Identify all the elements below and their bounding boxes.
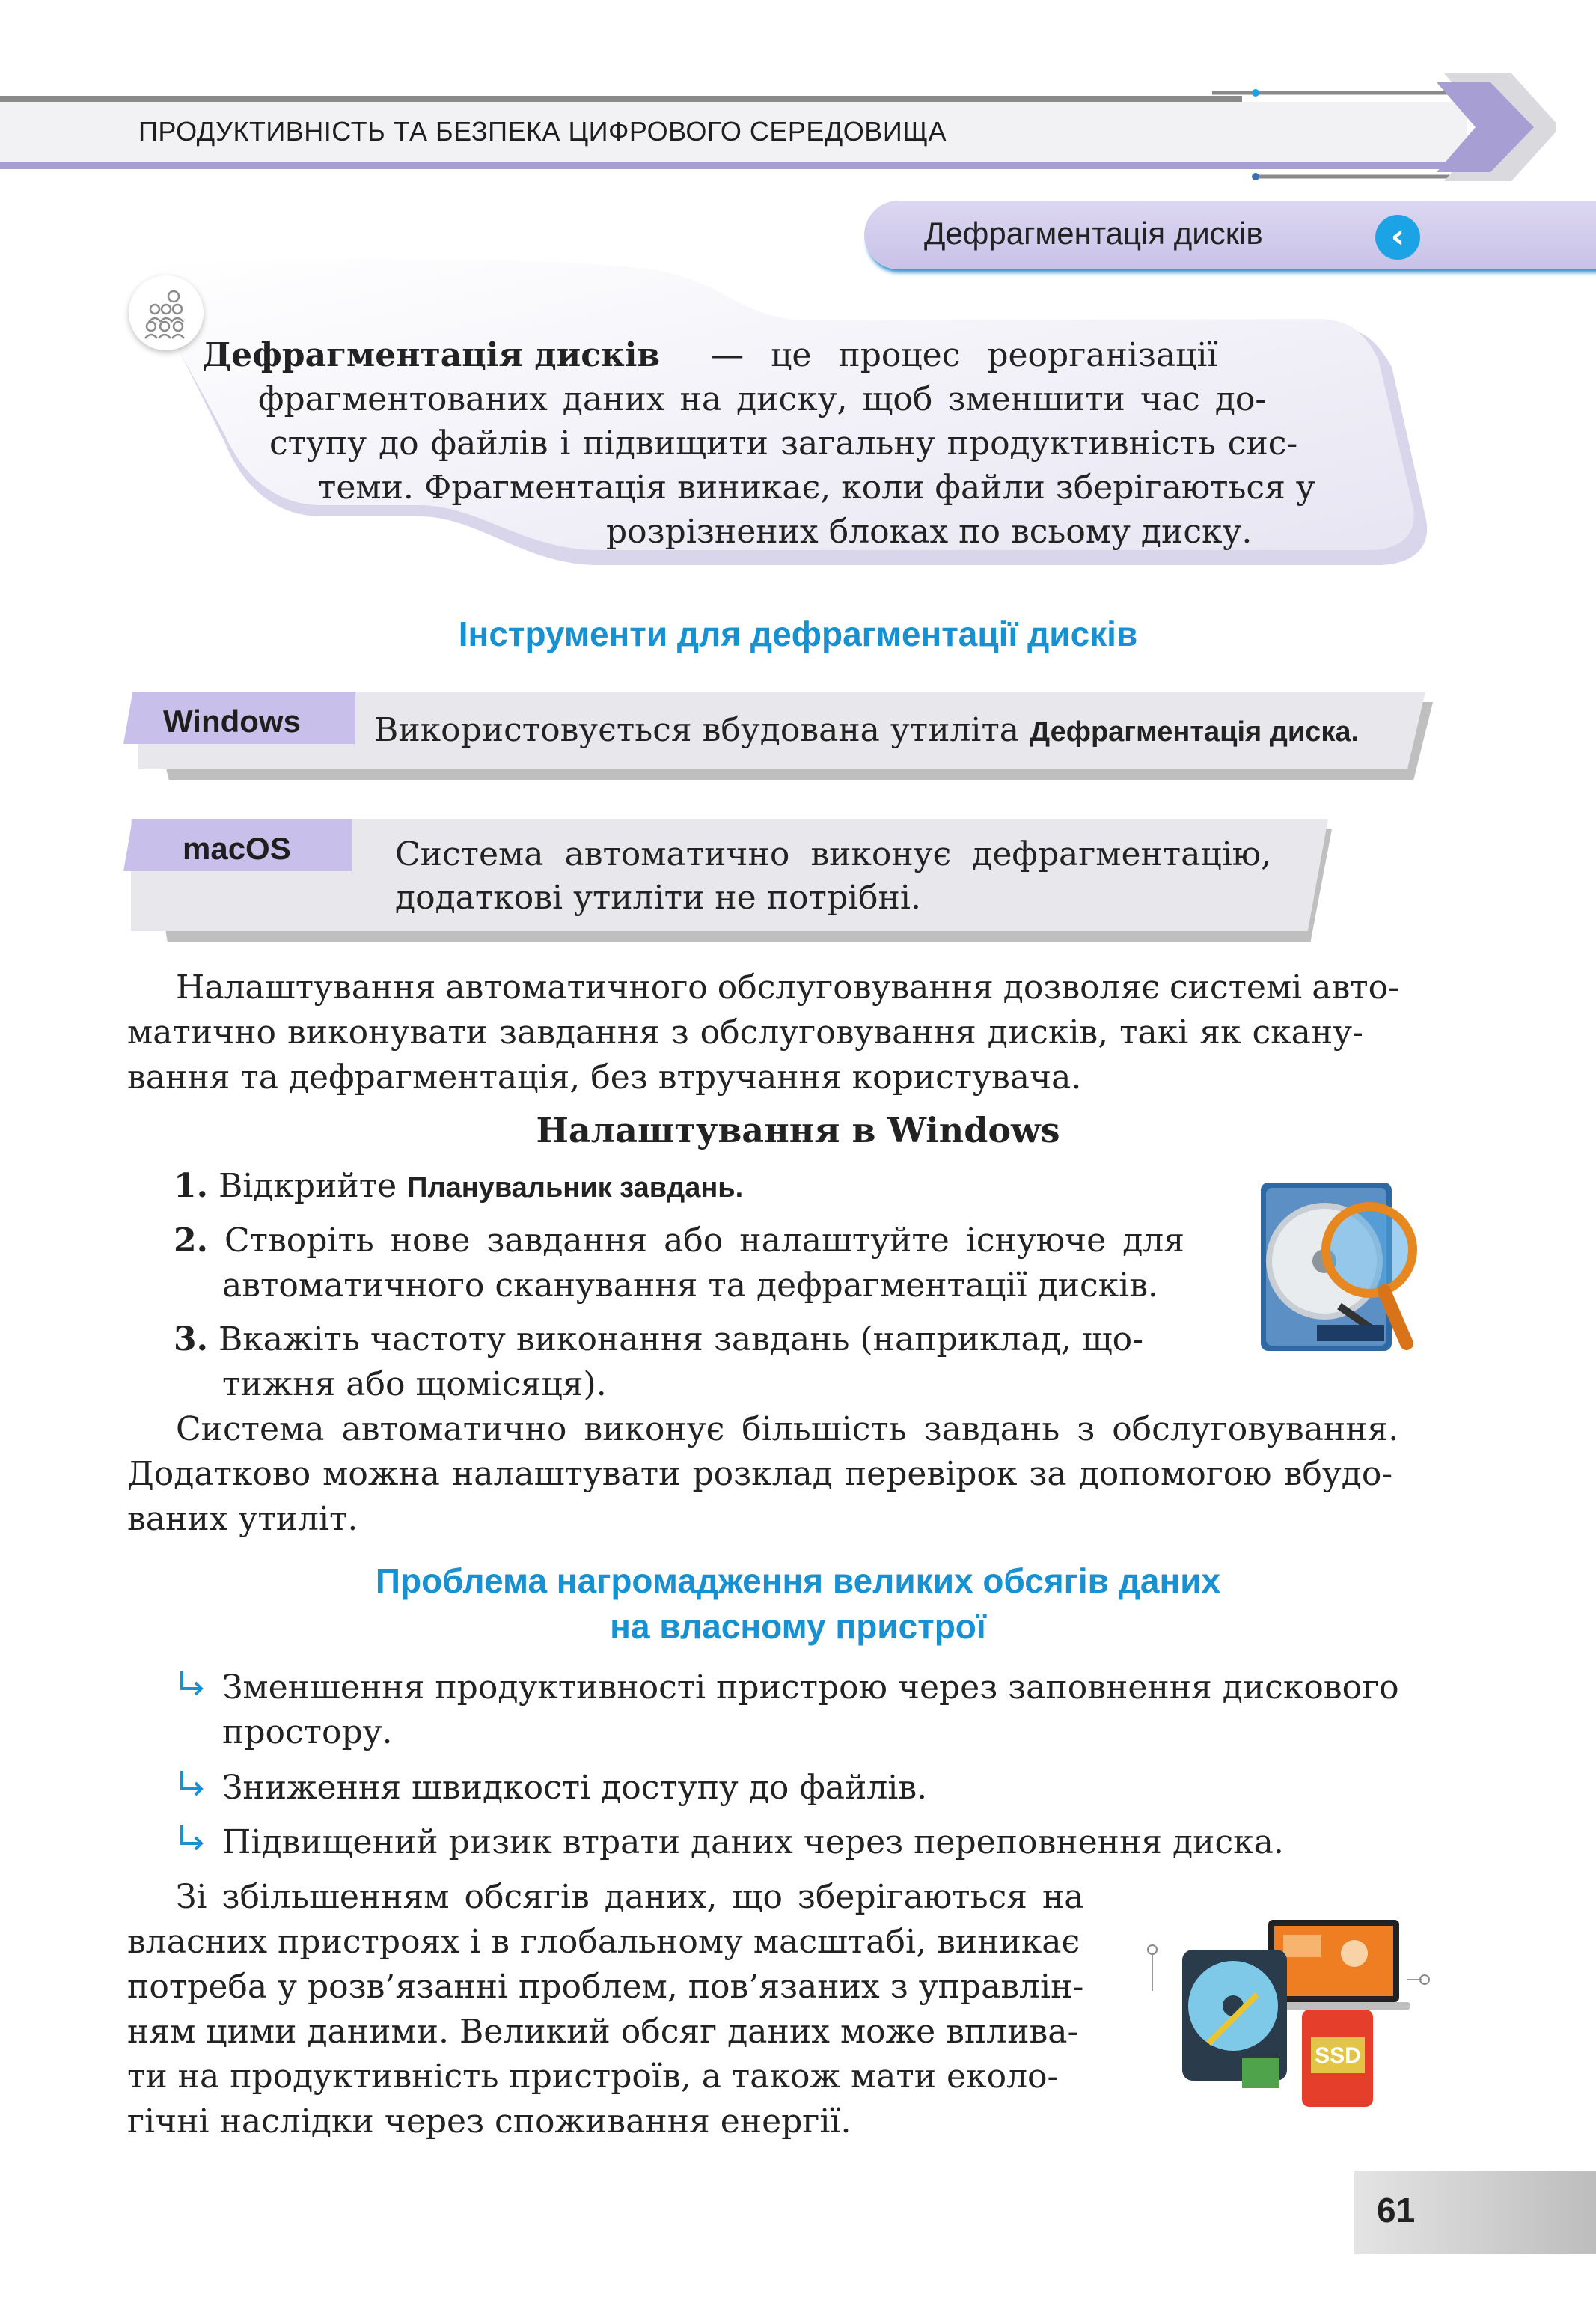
step-1-text: Відкрийте xyxy=(218,1167,397,1205)
storage-heading-line-1: Проблема нагромадження великих обсягів даних xyxy=(375,1561,1221,1600)
definition-line-3: ступу до файлів і підвищити загальну продуктивність сис- xyxy=(269,424,1298,463)
definition-line-1 xyxy=(202,333,1218,377)
bullet-arrow-icon xyxy=(176,1768,210,1802)
chevron-left-icon[interactable]: ‹ xyxy=(1375,215,1420,260)
para-line-2: власних пристроях і в глобальному масштабі, виникає xyxy=(127,1923,1080,1961)
bullet-arrow-icon xyxy=(176,1668,210,1702)
bullet-arrow-icon xyxy=(176,1823,210,1857)
para-line-1: Зі збільшенням обсягів даних, що зберігаються на xyxy=(176,1878,1084,1916)
bullet-3-line-1: Підвищений ризик втрати даних через переповнення диска. xyxy=(222,1823,1284,1861)
step-3 xyxy=(174,1317,1143,1362)
step-1-number: 1. xyxy=(174,1167,208,1205)
step-3-number: 3. xyxy=(174,1320,208,1358)
step-2-line-2: автоматичного сканування та дефрагментації дисків. xyxy=(222,1266,1158,1305)
definition-line-2: фрагментованих даних на диску, щоб зменшити час до- xyxy=(258,380,1267,418)
definition-line-5: розрізнених блоках по всьому диску. xyxy=(606,513,1253,551)
storage-devices-icon xyxy=(1137,1909,1437,2126)
after-line-1: Система автоматично виконує більшість завдань з обслуговування. xyxy=(176,1410,1399,1448)
definition-text: — це процес реорганізації xyxy=(711,336,1218,374)
windows-utility: Дефрагментація диска. xyxy=(1030,716,1360,748)
people-icon xyxy=(129,275,204,350)
step-1 xyxy=(174,1164,743,1210)
para-line-5: ти на продуктивність пристроїв, а також мати еколо- xyxy=(127,2058,1059,2096)
bullet-1-line-1: Зменшення продуктивності пристрою через заповнення дискового xyxy=(222,1668,1399,1706)
macos-line-1: Система автоматично виконує дефрагментацію, xyxy=(395,835,1272,873)
windows-label: Windows xyxy=(163,704,301,739)
para-line-3: потреба у розв’язанні проблем, пов’язаних з управлін- xyxy=(127,1968,1084,2006)
para-line-6: гічні наслідки через споживання енергії. xyxy=(127,2102,851,2141)
step-3-line-2: тижня або щомісяця). xyxy=(222,1365,607,1403)
hdd-magnifier-icon xyxy=(1250,1171,1437,1366)
storage-heading-line-2: на власному пристрої xyxy=(610,1607,986,1646)
task-scheduler-name: Планувальник завдань. xyxy=(407,1172,744,1204)
para-line-4: ням цими даними. Великий обсяг даних може вплива- xyxy=(127,2013,1079,2051)
section-title: Дефрагментація дисків xyxy=(924,216,1263,251)
windows-text xyxy=(374,709,1359,754)
maint-line-1: Налаштування автоматичного обслуговування дозволяє системі авто- xyxy=(176,969,1399,1007)
header-title: ПРОДУКТИВНІСТЬ ТА БЕЗПЕКА ЦИФРОВОГО СЕРЕДОВИЩА xyxy=(138,116,947,147)
windows-setup-heading: Налаштування в Windows xyxy=(536,1110,1060,1150)
windows-desc: Використовується вбудована утиліта xyxy=(374,711,1020,749)
definition-term: Дефрагментація дисків xyxy=(202,336,661,374)
definition-line-4: теми. Фрагментація виникає, коли файли зберігаються у xyxy=(318,469,1315,507)
macos-line-2: додаткові утиліти не потрібні. xyxy=(395,879,921,917)
after-line-3: ваних утиліт. xyxy=(127,1500,358,1538)
ssd-label: SSD xyxy=(1315,2043,1361,2068)
after-line-2: Додатково можна налаштувати розклад перевірок за допомогою вбудо- xyxy=(127,1455,1393,1493)
step-2-line-1: Створіть нове завдання або налаштуйте існуюче для xyxy=(224,1221,1184,1260)
step-2 xyxy=(174,1218,1184,1263)
step-2-number: 2. xyxy=(174,1221,208,1260)
bullet-2-line-1: Зниження швидкості доступу до файлів. xyxy=(222,1769,928,1807)
tools-heading: Інструменти для дефрагментації дисків xyxy=(458,614,1138,653)
maint-line-2: матично виконувати завдання з обслуговування дисків, такі як скану- xyxy=(127,1013,1363,1052)
page-number: 61 xyxy=(1377,2191,1416,2230)
maint-line-3: вання та дефрагментація, без втручання користувача. xyxy=(127,1058,1082,1096)
step-3-line-1: Вкажіть частоту виконання завдань (наприклад, що- xyxy=(218,1320,1144,1358)
bullet-1-line-2: простору. xyxy=(222,1713,393,1751)
macos-label: macOS xyxy=(183,831,291,866)
